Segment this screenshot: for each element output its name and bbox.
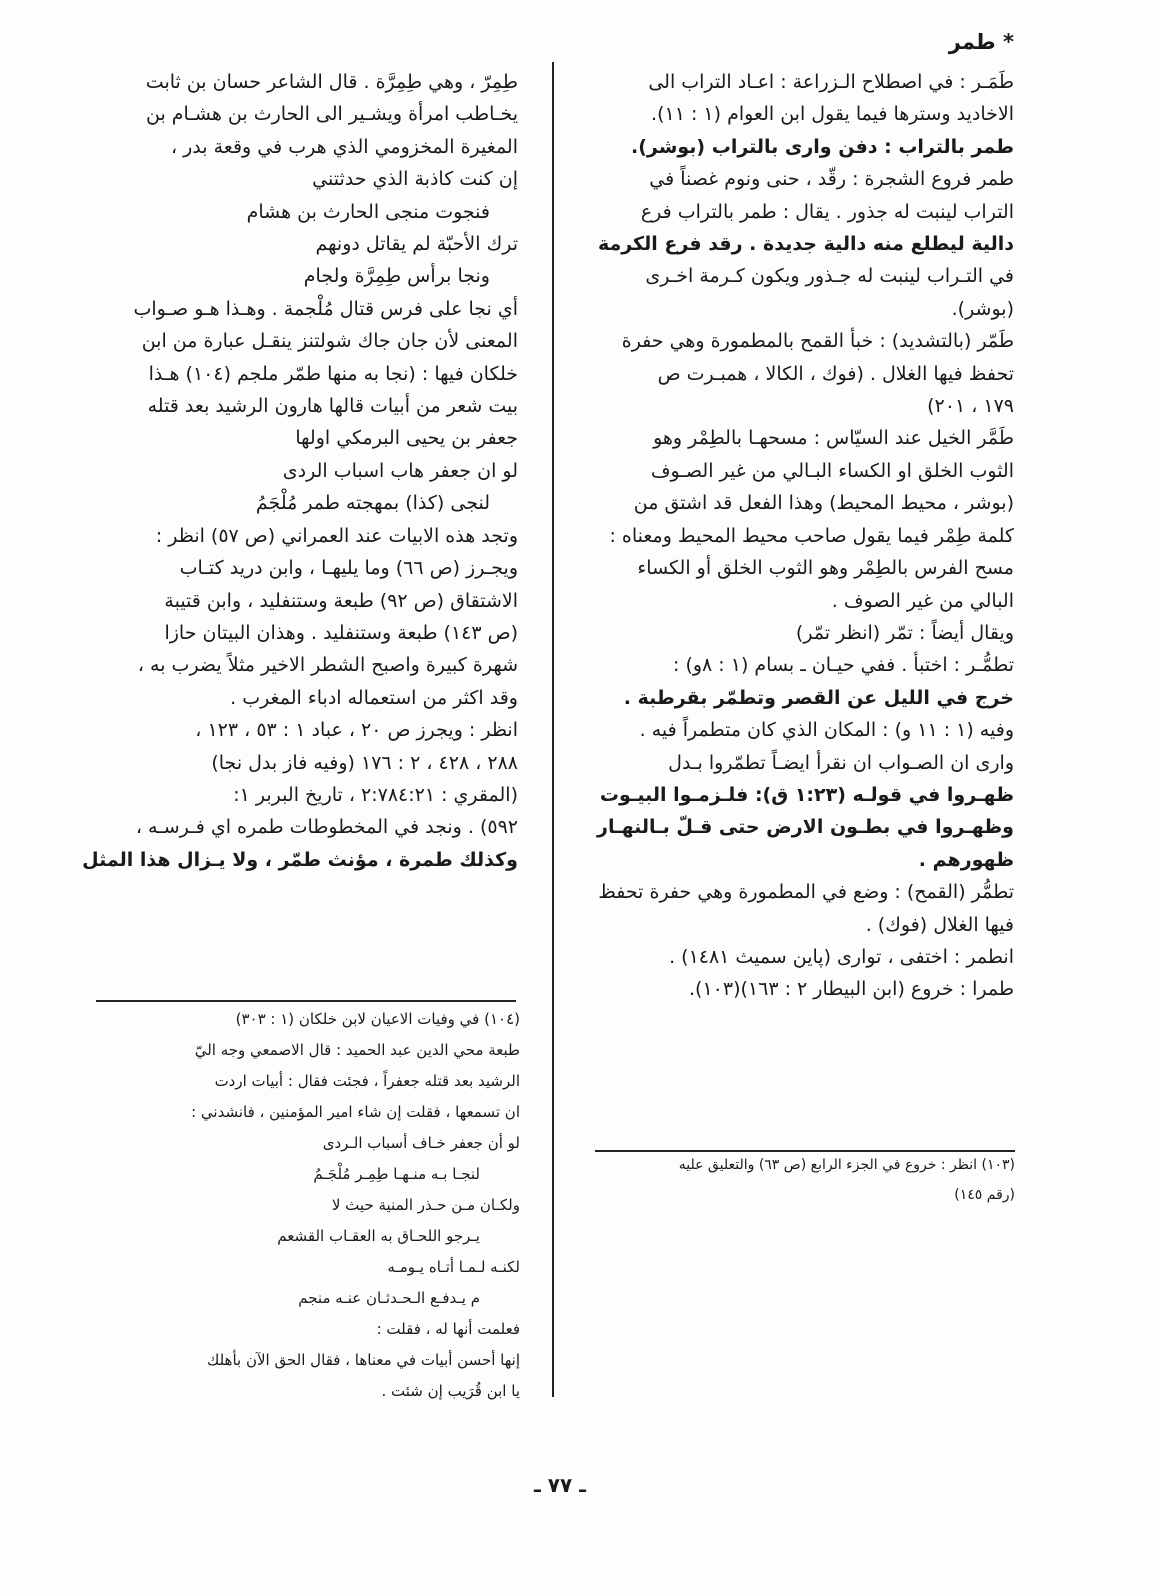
footnote-line: ان تسمعها ، فقلت إن شاء امير المؤمنين ، فانشدني : bbox=[191, 1103, 520, 1121]
text-line: طَمّر (بالتشديد) : خبأ القمح بالمطمورة وهي حفرة bbox=[621, 330, 1014, 353]
text-line: وارى ان الصـواب ان نقرأ ايضـاً تطمّروا بـدل bbox=[668, 751, 1014, 774]
footnote-line: الرشيد بعد قتله جعفراً ، فجئت فقال : أبيات اردت bbox=[214, 1072, 520, 1090]
verse-line: لو ان جعفر هاب اسباب الردى bbox=[282, 459, 518, 482]
text-line: بيت شعر من أبيات قالها هارون الرشيد بعد قتله bbox=[147, 395, 518, 418]
text-line: ٢٨٨ ، ٤٢٨ ، ٢ : ١٧٦ (وفيه فاز بدل نجا) bbox=[211, 751, 518, 774]
text-line: طَمَـر : في اصطلاح الـزراعة : اعـاد التراب الى bbox=[648, 71, 1014, 93]
footnote-rule bbox=[96, 1000, 516, 1002]
text-line: تحفظ فيها الغلال . (فوك ، الكالا ، همبـرت ص bbox=[657, 362, 1014, 385]
text-line: تطمُّر (القمح) : وضع في المطمورة وهي حفرة تحفظ bbox=[598, 881, 1014, 904]
text-line: الاشتقاق (ص ٩٢) طبعة وستنفليد ، وابن قتيبة bbox=[164, 589, 518, 612]
footnote-line: (١٠٤) في وفيات الاعيان لابن خلكان (١ : ٣٠٣) bbox=[235, 1010, 520, 1028]
text-line: ويقال أيضاً : تمّر (انظر تمّر) bbox=[795, 621, 1014, 644]
right-column bbox=[578, 66, 1014, 1006]
column-divider bbox=[552, 62, 554, 1397]
footnote-line: طبعة محي الدين عبد الحميد : قال الاصمعي وجه اليّ bbox=[194, 1041, 520, 1059]
text-line: البالي من غير الصوف . bbox=[831, 589, 1014, 612]
text-line: كلمة طِمْر فيما يقول صاحب محيط المحيط ومعناه : bbox=[609, 524, 1014, 547]
verse-line: ترك الأحبّة لم يقاتل دونهم bbox=[315, 233, 518, 256]
text-line: في التـراب لينبت له جـذور ويكون كـرمة اخـرى bbox=[645, 265, 1014, 288]
footnote-verse: لنجـا بـه منـهـا طِمِـر مُلْجَـمُ bbox=[313, 1165, 480, 1183]
page-number: ـ ٧٧ ـ bbox=[533, 1473, 587, 1497]
footnote-line: إنها أحسن أبيات في معناها ، فقال الحق الآن بأهلك bbox=[206, 1351, 520, 1369]
text-line: خرج في الليل عن القصر وتطمّر بقرطبة . bbox=[623, 686, 1014, 709]
text-line: المعنى لأن جان جاك شولتنز ينقـل عبارة من ابن bbox=[141, 330, 518, 353]
text-line: الثوب الخلق او الكساء البـالي من غير الصـوف bbox=[650, 459, 1014, 482]
verse-line: إن كنت كاذبة الذي حدثتني bbox=[312, 168, 518, 191]
footnote-verse: ولكـان مـن حـذر المنية حيث لا bbox=[331, 1196, 520, 1214]
footnote-line: يا ابن قُرَيب إن شئت . bbox=[381, 1382, 520, 1400]
footnote-line: (١٠٣) انظر : خروع في الجزء الرابع (ص ٦٣) والتعليق عليه bbox=[678, 1157, 1015, 1173]
text-line: دالية ليطلع منه دالية جديدة . رقد فرع الكرمة bbox=[597, 233, 1014, 256]
footnote-verse: لو أن جعفر خـاف أسباب الـردى bbox=[322, 1134, 520, 1152]
text-line: وقد اكثر من استعماله ادباء المغرب . bbox=[230, 686, 518, 709]
text-line: خلكان فيها : (نجا به منها طمّر ملجم (١٠٤) هـذا bbox=[148, 362, 518, 385]
text-line: وظهـروا في بطـون الارض حتى قـلّ بـالنهـار bbox=[597, 816, 1014, 839]
text-line: طَمَّر الخيل عند السيّاس : مسحهـا بالطِمْر وهو bbox=[653, 427, 1014, 450]
text-line: وكذلك طمرة ، مؤنث طمّر ، ولا يـزال هذا المثل bbox=[82, 848, 518, 871]
left-column bbox=[78, 66, 518, 876]
verse-line: فنجوت منجى الحارث بن هشام bbox=[246, 200, 490, 223]
text-line: جعفر بن يحيى البرمكي اولها bbox=[295, 427, 518, 450]
text-line: انطمر : اختفى ، توارى (پاين سميث ١٤٨١) . bbox=[669, 945, 1014, 968]
text-line: فيها الغلال (فوك) . bbox=[865, 913, 1014, 936]
text-line: (بوشر). bbox=[951, 297, 1014, 320]
text-line: تطمُّـر : اختبأ . ففي حيـان ـ بسام (١ : ٨و) : bbox=[673, 654, 1014, 677]
footnote-verse: يـرجو اللحـاق به العقـاب القشعم bbox=[277, 1227, 480, 1245]
footnote-verse: لكنـه لـمـا أتـاه يـومـه bbox=[387, 1258, 520, 1276]
verse-line: ونجا برأس طِمِرَّة ولجام bbox=[303, 265, 490, 288]
verse-line: لنجى (كذا) بمهجته طمر مُلْجَمُ bbox=[255, 492, 490, 515]
footnote-line: (رقم ١٤٥) bbox=[954, 1187, 1015, 1203]
text-line: أي نجا على فرس قتال مُلْجمة . وهـذا هـو صـواب bbox=[133, 297, 518, 320]
text-line: شهرة كبيرة واصبح الشطر الاخير مثلاً يضرب به ، bbox=[137, 654, 518, 677]
text-line: طمر بالتراب : دفن وارى بالتراب (بوشر). bbox=[630, 135, 1014, 158]
text-line: ظهورهم . bbox=[918, 848, 1014, 871]
text-line: المغيرة المخزومي الذي هرب في وقعة بدر ، bbox=[170, 135, 518, 158]
text-line: (ص ١٤٣) طبعة وستنفليد . وهذان البيتان حازا bbox=[164, 621, 518, 644]
text-line: ٥٩٢) . ونجد في المخطوطات طمره اي فـرسـه ، bbox=[135, 816, 518, 839]
text-line: طمرا : خروع (ابن البيطار ٢ : ١٦٣)(١٠٣). bbox=[689, 978, 1014, 1001]
footnote-104 bbox=[80, 1004, 520, 1407]
text-line: طِمِرّ ، وهي طِمِرَّة . قال الشاعر حسان بن ثابت bbox=[145, 71, 518, 93]
text-line: طمر فروع الشجرة : رقّد ، حنى ونوم غصناً في bbox=[649, 168, 1014, 191]
text-line: انظر : ويجرز ص ٢٠ ، عباد ١ : ٥٣ ، ١٢٣ ، bbox=[195, 719, 518, 742]
text-line: وفيه (١ : ١١ و) : المكان الذي كان متطمراً فيه . bbox=[639, 719, 1014, 742]
text-line: (بوشر ، محيط المحيط) وهذا الفعل قد اشتق من bbox=[633, 492, 1014, 515]
text-line: ١٧٩ ، ٢٠١) bbox=[927, 395, 1014, 418]
text-line: مسح الفرس بالطِمْر وهو الثوب الخلق أو الكساء bbox=[637, 557, 1014, 580]
text-line: الاخاديد وسترها فيما يقول ابن العوام (١ : ١١). bbox=[651, 103, 1014, 126]
entry-heading: * طمر bbox=[948, 30, 1014, 54]
text-line: (المقري : ٢:٧٨٤:٢١ ، تاريخ البربر ١: bbox=[233, 783, 518, 806]
text-line: ظهـروا في قولـه (١:٢٣ ق): فلـزمـوا البيـوت bbox=[599, 783, 1014, 806]
text-line: ويجـرز (ص ٦٦) وما يليهـا ، وابن دريد كتـاب bbox=[179, 557, 518, 580]
footnote-103 bbox=[590, 1150, 1015, 1210]
text-line: يخـاطب امرأة ويشـير الى الحارث بن هشـام بن bbox=[145, 103, 518, 126]
footnote-verse: م يـدفـع الـحـدثـان عنـه منجم bbox=[298, 1289, 480, 1307]
text-line: التراب لينبت له جذور . يقال : طمر بالتراب فرع bbox=[640, 200, 1014, 223]
footnote-line: فعلمت أنها له ، فقلت : bbox=[376, 1320, 520, 1338]
text-line: وتجد هذه الابيات عند العمراني (ص ٥٧) انظر : bbox=[155, 524, 518, 547]
